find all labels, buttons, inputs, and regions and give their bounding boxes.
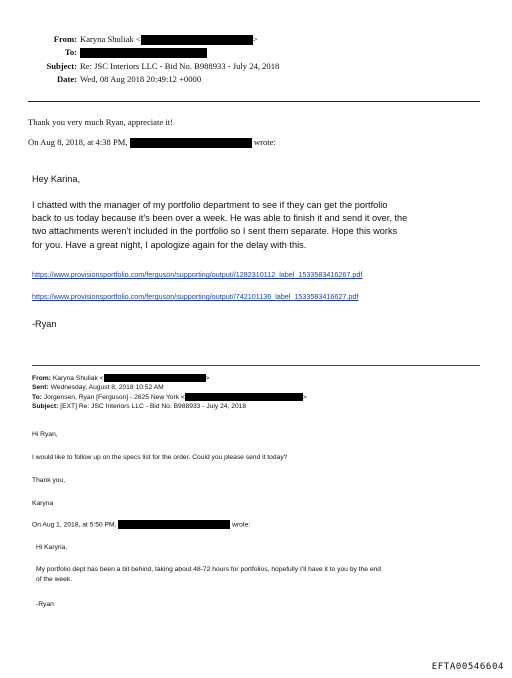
nested-greeting: Hi Karyna, (36, 544, 68, 551)
redaction-box (141, 35, 253, 45)
quoted-closing: Thank you, (32, 477, 66, 484)
quoted-from-label: From: (32, 375, 51, 382)
quoted-to-close: > (302, 393, 307, 401)
reply-attribution (28, 137, 276, 148)
document-id: EFTA00546604 (431, 662, 504, 672)
nested-body-line: My portfolio dept has been a bit behind, taking about 48-72 hours for portfolios, hopefully I’ll have it to you by the end (36, 566, 381, 573)
redaction-box (185, 393, 303, 401)
ryan-greeting: Hey Karina, (32, 174, 81, 184)
ryan-paragraph-line: I chatted with the manager of my portfolio department to see if they can get the portfolio (32, 200, 388, 210)
ryan-paragraph-line: for you. Have a great night, I apologize again for the delay with this. (32, 239, 307, 250)
quoted-attribution-suffix: wrote: (232, 521, 251, 529)
quoted-attribution (32, 520, 250, 530)
quoted-subject-value: [EXT] Re: JSC Interiors LLC - Bid No. B988933 - July 24, 2018 (60, 403, 247, 411)
redaction-box (130, 138, 252, 148)
quoted-greeting: Hi Ryan, (32, 431, 58, 438)
quoted-from-value: Karyna Shuliak < (52, 375, 104, 382)
ryan-paragraph (32, 199, 407, 252)
header-to-label: To: (64, 47, 77, 57)
nested-signature: -Ryan (36, 601, 54, 608)
quoted-sent-value: Wednesday, August 8, 2018 10:52 AM (50, 384, 164, 392)
header-divider (28, 101, 480, 102)
ryan-paragraph-line: two attachments weren’t included in the portfolio so I sent them separate. Hope this works (32, 226, 398, 237)
header-from-label: From: (53, 34, 77, 44)
reply-attribution-prefix: On Aug 8, 2018, at 4:38 PM, (28, 137, 128, 147)
quoted-header (32, 374, 307, 412)
nested-body-line: of the week. (36, 575, 73, 583)
redaction-box (80, 48, 207, 58)
ryan-signature: -Ryan (32, 319, 57, 329)
header-subject-label: Subject: (46, 61, 77, 71)
quoted-sent-row (32, 383, 307, 392)
redaction-box (118, 520, 230, 529)
header-date-value: Wed, 08 Aug 2018 20:49:12 +0000 (80, 74, 202, 84)
ryan-paragraph-line: back to us today because it’s been over a week. He was able to finish it and send it over, the (32, 213, 408, 224)
quoted-body: I would like to follow up on the specs list for the order. Could you please send it today? (32, 454, 288, 461)
nested-body (36, 565, 381, 584)
quoted-to-label: To: (32, 393, 42, 401)
quoted-subject-label: Subject: (32, 403, 59, 411)
quoted-divider (32, 365, 480, 366)
quoted-name: Karyna (32, 500, 54, 507)
quoted-attribution-prefix: On Aug 1, 2018, at 5:50 PM, (32, 521, 117, 529)
header-date-label: Date: (56, 74, 77, 84)
header-from-value: Karyna Shuliak < (80, 34, 141, 44)
quoted-to-row (32, 393, 307, 402)
reply-attribution-suffix: wrote: (253, 137, 276, 147)
portfolio-link-2[interactable]: https://www.provisionsportfolio.com/ferguson/supporting/output//742101136_label_1533583416627.pdf (32, 292, 359, 301)
quoted-from-row (32, 374, 307, 383)
portfolio-link-1[interactable]: https://www.provisionsportfolio.com/ferguson/supporting/output//1282310112_label_1533583416267.pdf (32, 270, 363, 279)
header-from-close: > (252, 34, 258, 44)
quoted-from-close: > (205, 375, 210, 382)
redaction-box (104, 374, 206, 382)
quoted-subject-row (32, 402, 307, 411)
reply-body: Thank you very much Ryan, appreciate it! (28, 117, 173, 127)
header-subject-value: Re: JSC Interiors LLC - Bid No. B988933 - July 24, 2018 (80, 61, 280, 71)
quoted-to-value: Jorgensen, Ryan [Ferguson] - 2625 New York < (43, 393, 185, 401)
quoted-sent-label: Sent: (32, 384, 49, 392)
